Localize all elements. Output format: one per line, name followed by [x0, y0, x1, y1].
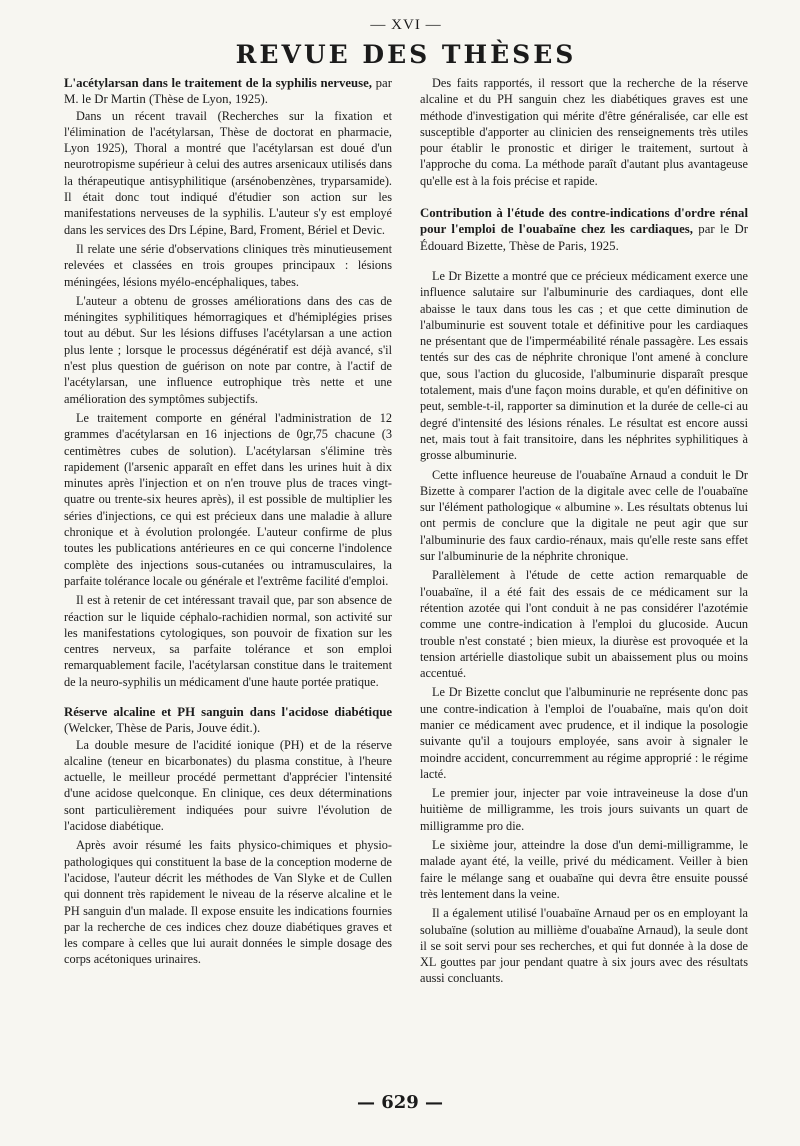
section-heading-reserve-alcaline	[64, 704, 392, 737]
paragraph: Des faits rapportés, il ressort que la recherche de la réserve alcaline et du PH sanguin chez les diabétiques graves est une méthode d'investigation qui mérite d'être généralisée, car elle est susceptible d'apporter au clinicien des renseignements très utiles pour établir le pronostic et diriger le traitement, surtout à l'approche du coma. La méthode paraît d'autant plus avantageuse qu'elle est à la fois précise et rapide.	[420, 76, 748, 188]
paragraph: La double mesure de l'acidité ionique (PH) et de la réserve alcaline (teneur en bicarbonates) du plasma constitue, à l'heure actuelle, le meilleur procédé permettant d'apprécier l'intensité d'une acidose quelconque. En clinique, ces deux déterminations sont particulièrement indiquées pour suivre l'évolution de l'acidose diabétique.	[64, 737, 392, 834]
paragraph: Il a également utilisé l'ouabaïne Arnaud per os en employant la solubaïne (solution au millième d'ouabaïne Arnaud), la seule dont il se soit servi pour ses recherches, et qui fut donnée à la dose de XL gouttes par jour pendant quatre à six jours avec des résultats aussi concluants.	[420, 906, 748, 986]
paragraph: Après avoir résumé les faits physico-chimiques et physio-pathologiques qui constituent la base de la conception moderne de l'acidose, l'auteur décrit les méthodes de Van Slyke et de Cullen qui donnent très rapidement le niveau de la réserve alcaline et le PH sanguin d'un malade. Il expose ensuite les indications fournies par la recherche de ces indices chez douze diabétiques graves et les compare à celles que lui aurait données le simple dosage des corps acétoniques urinaires.	[64, 838, 392, 967]
two-column-body	[64, 75, 748, 987]
paragraph: Parallèlement à l'étude de cette action remarquable de l'ouabaïne, il a été fait des essais de ce médicament sur la rétention azotée qui l'ont conduit à ne pas considérer l'azotémie comme une contre-indication à l'emploi du glucoside. Aucun trouble n'est constaté ; bien mieux, la diurèse est provoquée et la tension artérielle diastolique subit un abaissement plus ou moins accentué.	[420, 568, 748, 681]
paragraph: L'auteur a obtenu de grosses améliorations dans des cas de méningites syphilitiques hémorragiques et d'hémiplégies prises tout au début. Sur les lésions diffuses l'acétylarsan a une action plus lente ; lorsque le processus dégénératif est déjà avancé, s'il n'est plus question de guérison on note par contre, à l'actif de l'acétylarsan, une influence eutrophique très nette et une amélioration des symptômes subjectifs.	[64, 293, 392, 406]
page-roman-numeral: — XVI —	[370, 17, 442, 33]
paragraph: Cette influence heureuse de l'ouabaïne Arnaud a conduit le Dr Bizette à comparer l'action de la digitale avec celle de l'ouabaïne sur l'élément pathologique « albumine ». Les résultats obtenus lui ont permis de conclure que la digitale ne peut agir que sur l'albuminurie des faux cardio-rénaux, mais qu'elle reste sans effet sur l'albuminurie de la néphrite chronique.	[420, 467, 748, 564]
paragraph: Il relate une série d'observations cliniques très minutieusement relevées et classées en trois groupes principaux : lésions méningées, lésions myélo-encéphaliques, tabes.	[64, 241, 392, 289]
page-number: — 629 —	[356, 1092, 444, 1113]
paragraph: Il est à retenir de cet intéressant travail que, par son absence de réaction sur le liquide céphalo-rachidien normal, son activité sur les manifestations cytologiques, son pouvoir de fixation sur les centres nerveux, sa parfaite tolérance et son emploi remarquablement facile, l'acétylarsan constitue dans le traitement de la neuro-syphilis un médicament d'une haute portée pratique.	[64, 593, 392, 689]
paragraph: Le sixième jour, atteindre la dose d'un demi-milligramme, le malade ayant été, la veille, privé du médicament. Veiller à bien faire le mélange sang et ouabaïne qui devra être ensuite poussé très lentement dans la veine.	[420, 838, 748, 901]
paragraph: Le traitement comporte en général l'administration de 12 grammes d'acétylarsan en 16 injections de 0gr,75 chacune (3 centimètres cubes de solution). L'acétylarsan s'élimine très rapidement (l'arsenic apparaît en effet dans les urines huit à dix minutes après l'injection et on n'en trouve plus de traces vingt-quatre ou trente-six heures après), il est possible de multiplier les séries d'injections, ce qui est précieux dans une maladie à allure chronique et à évolution prolongée. L'auteur confirme de plus toutes les publications antérieures en ce qui concerne l'indolence complète des injections sous-cutanées ou intramusculaires, la parfaite tolérance locale ou générale et l'extrême facilité d'emploi.	[64, 410, 392, 588]
heading-title: L'acétylarsan dans le traitement de la syphilis nerveuse,	[64, 76, 373, 90]
heading-citation: par le Dr Édouard Bizette, Thèse de Paris, 1925.	[420, 222, 748, 253]
heading-title: Réserve alcaline et PH sanguin dans l'acidose diabétique	[64, 704, 392, 719]
section-heading-ouabaine	[420, 205, 748, 254]
paragraph: Le Dr Bizette conclut que l'albuminurie ne représente donc pas une contre-indication à l'emploi de l'ouabaïne, mais qu'on doit manier ce médicament avec prudence, et il indique la posologie suivante qu'il a toujours employée, sans avoir à signaler le moindre accident, concurremment au régime approprié : le régime lacté.	[420, 685, 748, 781]
spacer	[420, 254, 748, 268]
right-column	[420, 75, 748, 987]
heading-citation: (Welcker, Thèse de Paris, Jouve édit.).	[64, 721, 261, 736]
paragraph: Le premier jour, injecter par voie intraveineuse la dose d'un huitième de milligramme, les trois jours suivants un quart de milligramme pro die.	[420, 786, 748, 833]
paragraph: Dans un récent travail (Recherches sur la fixation et l'élimination de l'acétylarsan, Thèse de doctorat en pharmacie, Lyon 1925), Thoral a montré que l'acétylarsan est doué d'un neurotropisme supérieur à celui des autres arsenicaux utilisés dans la thérapeutique antisyphilitique (arsénobenzènes, tryparsamide). Il était donc tout indiqué d'étudier son action sur les manifestations nerveuses de la syphilis. L'auteur s'y est employé dans les services des Drs Lépine, Bard, Froment, Bériel et Devic.	[64, 108, 392, 237]
left-column	[64, 75, 392, 987]
running-title: REVUE DES THÈSES	[235, 40, 577, 69]
heading-citation: par M. le Dr Martin (Thèse de Lyon, 1925).	[64, 76, 392, 107]
heading-title: Contribution à l'étude des contre-indications d'ordre rénal pour l'emploi de l'ouabaïne chez les cardiaques,	[420, 206, 748, 237]
section-heading-acetylarsan	[64, 75, 392, 108]
paragraph: Le Dr Bizette a montré que ce précieux médicament exerce une influence salutaire sur l'albuminurie des cardiaques, dont elle abaisse le taux dans tous les cas ; et que cette diminution de l'albuminurie est souvent totale et définitive pour les cardiaques ne présentant que de l'imperméabilité rénale passagère. Les essais tentés sur des cas de néphrite chronique l'ont amené à conclure que, sous l'action du glucoside, l'albuminurie disparaît presque totalement, mais d'une façon moins durable, et qu'en définitive on peut, semble-t-il, rapporter sa diminution et la durée de celle-ci au degré d'intensité des lésions rénales. Le résultat est encore aussi net, mais tout à fait transitoire, dans les néphrites syphilitiques à grosse albuminurie.	[420, 268, 748, 463]
